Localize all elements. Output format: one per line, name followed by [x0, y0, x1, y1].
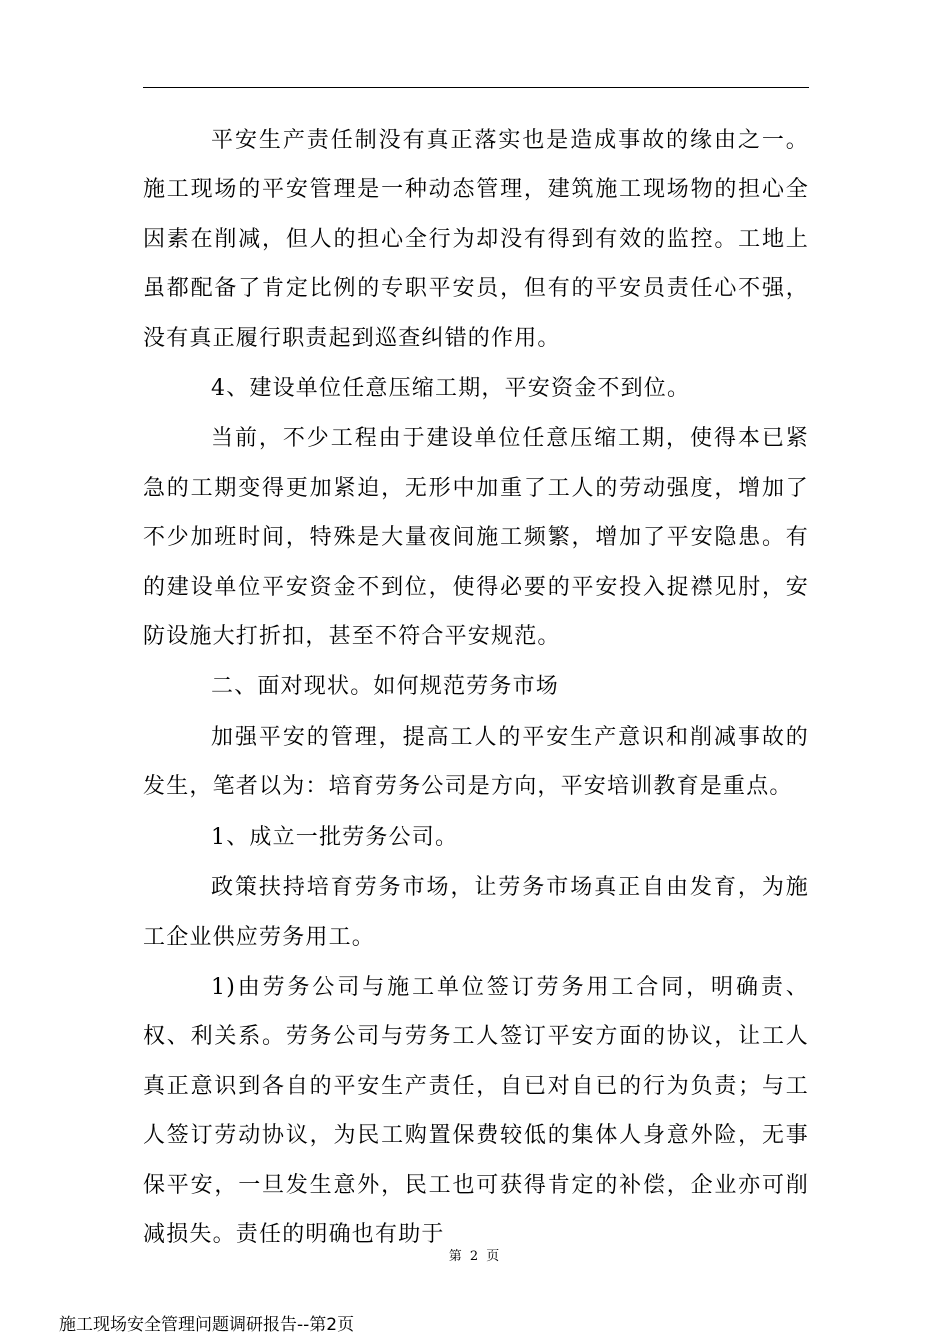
document-caption: 施工现场安全管理问题调研报告--第2页: [59, 1315, 355, 1335]
paragraph-heading-4: 4、建设单位任意压缩工期，平安资金不到位。: [211, 376, 691, 402]
paragraph-policy: 政策扶持培育劳务市场，让劳务市场真正自由发育，为施工企业供应劳务用工。: [143, 875, 809, 950]
header-rule: [143, 87, 809, 88]
page-number: 第 2 页: [448, 1249, 502, 1264]
document-body: [143, 116, 809, 1260]
section-heading-2: 二、面对现状。如何规范劳务市场: [211, 674, 560, 700]
paragraph-responsibility: 平安生产责任制没有真正落实也是造成事故的缘由之一。施工现场的平安管理是一种动态管理，建筑施工现场物的担心全因素在削减，但人的担心全行为却没有得到有效的监控。工地上虽都配备了肯定比例的专职平安员，但有的平安员责任心不强，没有真正履行职责起到巡查纠错的作用。: [143, 128, 809, 351]
paragraph-management: 加强平安的管理，提高工人的平安生产意识和削减事故的发生，笔者以为：培育劳务公司是方向，平安培训教育是重点。: [143, 724, 809, 800]
paragraph-schedule: 当前，不少工程由于建设单位任意压缩工期，使得本已紧急的工期变得更加紧迫，无形中加重了工人的劳动强度，增加了不少加班时间，特殊是大量夜间施工频繁，增加了平安隐患。有的建设单位平安资金不到位，使得必要的平安投入捉襟见肘，安防设施大打折扣，甚至不符合平安规范。: [143, 426, 809, 650]
paragraph-item-1: 1)由劳务公司与施工单位签订劳务用工合同，明确责、权、利关系。劳务公司与劳务工人签订平安方面的协议，让工人真正意识到各自的平安生产责任，自已对自已的行为负责；与工人签订劳动协议，为民工购置保费较低的集体人身意外险，无事保平安，一旦发生意外，民工也可获得肯定的补偿，企业亦可削减损失。责任的明确也有助于: [143, 974, 809, 1247]
paragraph-heading-1: 1、成立一批劳务公司。: [211, 824, 459, 850]
